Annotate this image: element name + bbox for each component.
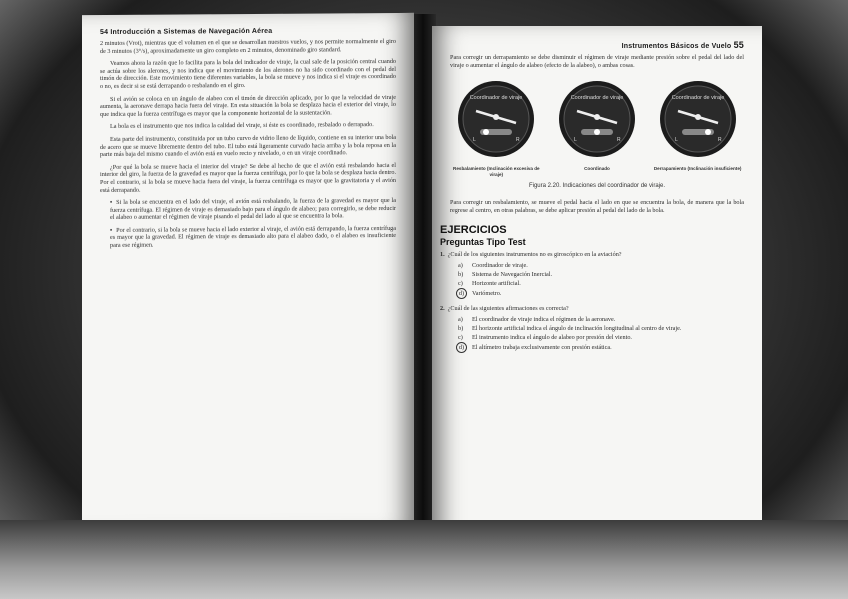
turn-coordinator-gauge-icon	[658, 79, 738, 159]
option-letter: b)	[458, 271, 464, 279]
bullet-item	[110, 197, 396, 222]
bullet-icon: •	[110, 226, 113, 234]
option-letter: a)	[458, 262, 463, 270]
exercises-title: EJERCICIOS	[440, 224, 507, 237]
option-letter-circled	[458, 342, 472, 353]
svg-text:L: L	[674, 137, 678, 144]
question-block	[432, 251, 762, 299]
answer-option	[458, 261, 762, 270]
answer-option-circled	[458, 288, 762, 299]
exercises-subtitle: Preguntas Tipo Test	[440, 237, 526, 248]
answer-option-circled	[458, 342, 762, 353]
left-paragraph: Si el avión se coloca en un ángulo de alabeo con el timón de dirección aplicado, por lo que la velocidad de viraje aumenta, la aeronave derrapa hacia fuera del viraje. En esta situación la bola se desplaza hacia el exterior del viraje, lo que indica que la fuerza centrífuga es mayor que la componente horizontal de la sustentación.	[100, 93, 396, 118]
right-page-header	[450, 40, 744, 50]
turn-coordinator-figure	[446, 79, 748, 177]
option-text: Sistema de Navegación Inercial.	[472, 271, 553, 279]
option-text: Coordinador de viraje.	[472, 262, 528, 270]
turn-coordinator-gauge-icon	[557, 79, 637, 159]
answer-option	[458, 324, 762, 333]
question	[440, 251, 744, 259]
svg-text:R: R	[717, 137, 722, 144]
question-block	[432, 305, 762, 353]
open-book	[70, 14, 790, 534]
left-paragraph: ¿Por qué la bola se mueve hacia el interior del viraje? Se debe al hecho de que el avión está resbalando hacia el interior del giro, la fuerza de la gravedad es mayor que la fuerza centrífuga, por lo que la bola se desplaza hacia dentro. Por el contrario, si la bola se mueve hacia fuera del viraje, la fuerza centrífuga es mayor que la gravitatoria y el avión está derrapando.	[100, 161, 396, 194]
option-letter: c)	[458, 280, 463, 288]
left-paragraph: Veamos ahora la razón que lo facilita para la bola del indicador de viraje, la cual sale de la posición central cuando se actúa sobre los alerones, y nos indica que el movimiento de los alerones no ha sido coordinado con el pedal del timón de dirección. Este movimiento tiene diferentes variables, la bola se mueve y nos indica si el viraje es coordinado o no, es decir si se está derrapando o resbalando en el giro.	[100, 58, 396, 91]
option-letter: a)	[458, 316, 463, 324]
option-text: El altímetro trabaja exclusivamente con presión estática.	[472, 344, 612, 352]
option-text: Horizonte artificial.	[472, 280, 521, 288]
question-number: 2.	[440, 305, 445, 313]
gauge-face-label: Coordinador de viraje	[671, 95, 724, 102]
option-letter: b)	[458, 325, 464, 333]
option-text: El coordinador de viraje indica el régimen de la aeronave.	[472, 316, 616, 324]
question-text: ¿Cuál de las siguientes afirmaciones es correcta?	[447, 305, 569, 313]
svg-text:L: L	[573, 137, 577, 144]
scan-bottom-shadow	[0, 520, 848, 599]
svg-text:R: R	[616, 137, 621, 144]
running-head: Instrumentos Básicos de Vuelo	[621, 43, 732, 50]
answer-option	[458, 333, 762, 342]
left-paragraph: Esta parte del instrumento, constituida por un tubo curvo de vidrio lleno de líquido, contiene en su interior una bola de acero que se mueve libremente dentro del tubo. El tubo está ligeramente curvado hacia arriba y la bola reposa en la parte más baja del mismo cuando el avión está en vuelo recto y nivelado, o en un viraje coordinado.	[100, 133, 396, 159]
left-page-header: 54 Introducción a Sistemas de Navegación Aérea	[100, 27, 273, 37]
gauge-face-label: Coordinador de viraje	[470, 95, 523, 102]
gauge-caption: Derrapamiento (Inclinación insuficiente)	[653, 166, 742, 172]
bullet-icon: •	[110, 199, 113, 207]
option-letter: c)	[458, 334, 463, 342]
gauge-face-label: Coordinador de viraje	[570, 95, 624, 102]
turn-coordinator-gauge-icon	[456, 79, 536, 159]
right-page	[432, 26, 762, 544]
circled-mark-icon: d)	[456, 342, 467, 353]
option-text: Variómetro.	[472, 290, 502, 298]
gauge-caption: Coordinado	[584, 166, 610, 172]
option-text: El instrumento indica el ángulo de alabeo por presión del viento.	[472, 334, 632, 342]
question-number: 1.	[440, 251, 445, 259]
answer-option	[458, 279, 762, 288]
gauge-slip	[448, 79, 544, 177]
answer-option	[458, 315, 762, 324]
svg-text:R: R	[516, 137, 520, 144]
gauge-coordinated	[549, 79, 645, 177]
circled-mark-icon: d)	[456, 288, 467, 299]
left-paragraph: La bola es el instrumento que nos indica la calidad del viraje, si éste es coordinado, resbalado o derrapado.	[110, 121, 374, 131]
figure-caption: Figura 2.20. Indicaciones del coordinador de viraje.	[528, 183, 666, 190]
question	[440, 305, 744, 313]
right-intro: Para corregir un derrapamiento se debe disminuir el régimen de viraje mediante presión sobre el pedal del lado del viraje o aumentar el ángulo de alabeo (efecto de la alabeo), o ambas cosas.	[450, 54, 744, 69]
bullet-text: Por el contrario, si la bola se mueve hacia el lado exterior al viraje, el avión está derrapando, la fuerza centrífuga es mayor que la gravedad. El régimen de viraje es demasiado alto para el alabeo dado, o el alabeo es insuficiente para ese régimen.	[110, 224, 396, 250]
page-number: 55	[733, 40, 744, 50]
bullet-text: Si la bola se encuentra en el lado del viraje, el avión está resbalando, la fuerza de la gravedad es mayor que la fuerza centrífuga. El régimen de viraje es demasiado bajo para el ángulo de alabeo; para corregirlo, se debe reducir el alabeo o aumentar el régimen de viraje pisando el pedal del lado al que se encuentra la bola.	[110, 197, 396, 222]
bullet-item	[110, 225, 396, 250]
gauge-skid	[650, 79, 746, 177]
right-after-figure: Para corregir un resbalamiento, se mueve el pedal hacia el lado en que se encuentra la bola, de manera que la bola regrese al centro, en otras palabras, se debe aplicar presión al pedal del lado de la bola.	[450, 199, 744, 214]
option-text: El horizonte artificial indica el ángulo de inclinación longitudinal al centro de viraje.	[472, 325, 682, 333]
left-page	[82, 13, 414, 533]
svg-text:L: L	[473, 137, 477, 144]
left-paragraph: 2 minutos (Vrot), mientras que el volumen en el que se desarrollan nuestros vuelos, y nos permite normalmente el giro de 3 minutos (3°/s), aproximadamente un giro completo en 2 minutos, denominado giro standard.	[100, 37, 396, 55]
option-letter-circled	[458, 288, 472, 299]
gauge-caption: Resbalamiento (Inclinación excesiva de viraje)	[453, 166, 540, 177]
answer-option	[458, 270, 762, 279]
question-text: ¿Cuál de los siguientes instrumentos no es giroscópico en la aviación?	[447, 251, 622, 259]
